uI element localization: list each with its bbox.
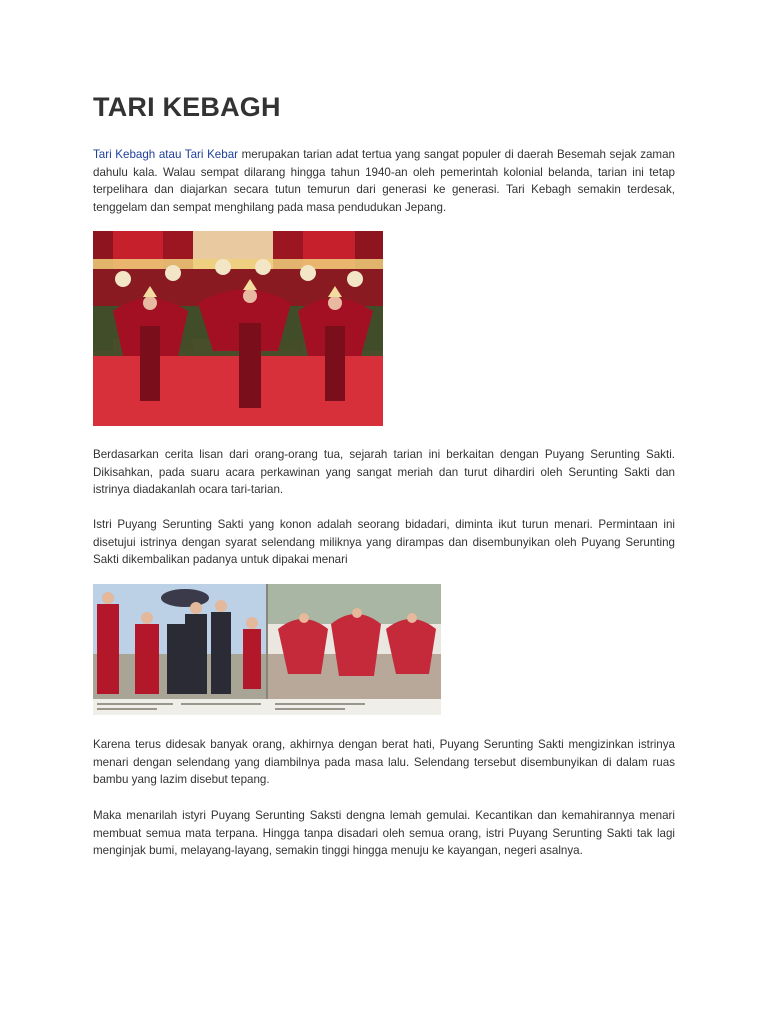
tari-kebagh-link[interactable]: Tari Kebagh atau Tari Kebar xyxy=(93,148,239,161)
book-spread-photo xyxy=(93,584,441,715)
bidadari-paragraph: Istri Puyang Serunting Sakti yang konon adalah seorang bidadari, diminta ikut turun menari. Permintaan ini disetujui istrinya dengan syarat selendang miliknya yang dirampas dan disembunyikan oleh Puyang Serunting Sakti dikembalikan padanya untuk dipakai menari xyxy=(93,518,675,567)
kayangan-paragraph: Maka menarilah istyri Puyang Serunting Saksti dengna lemah gemulai. Kecantikan dan kemahirannya menari membuat semua mata terpana. Hingga tanpa disadari oleh semua orang, istri Puyang Serunting Sakti tak lagi menginjak bumi, melayang-layang, semakin tinggi hingga menuju ke kayangan, negeri asalnya. xyxy=(93,809,675,858)
intro-paragraph xyxy=(93,146,675,216)
page-title: TARI KEBAGH xyxy=(93,92,281,122)
history-paragraph: Berdasarkan cerita lisan dari orang-orang tua, sejarah tarian ini berkaitan dengan Puyang Serunting Sakti. Dikisahkan, pada suaru acara perkawinan yang sangat meriah dan turut dihardiri oleh Serunting Sakti dan istrinya diadakanlah ocara tari-tarian. xyxy=(93,448,675,497)
selendang-paragraph: Karena terus didesak banyak orang, akhirnya dengan berat hati, Puyang Serunting Sakti mengizinkan istrinya menari dengan selendang yang diambilnya pada masa lalu. Selendang tersebut disembunyikan di dalam ruas bambu yang lazim disebut tepang. xyxy=(93,738,675,787)
dance-performance-photo xyxy=(93,231,383,426)
intro-text: merupakan tarian adat tertua yang sangat populer di daerah Besemah sejak zaman dahulu kala. Walau sempat dilarang hingga tahun 1940-an oleh pemerintah kolonial belanda, tarian ini tetap terpelihara dan diajarkan secara tutun temurun dari generasi ke generasi. Tari Kebagh semakin terdesak, tenggelam dan sempat menghilang pada masa pendudukan Jepang. xyxy=(93,148,675,214)
